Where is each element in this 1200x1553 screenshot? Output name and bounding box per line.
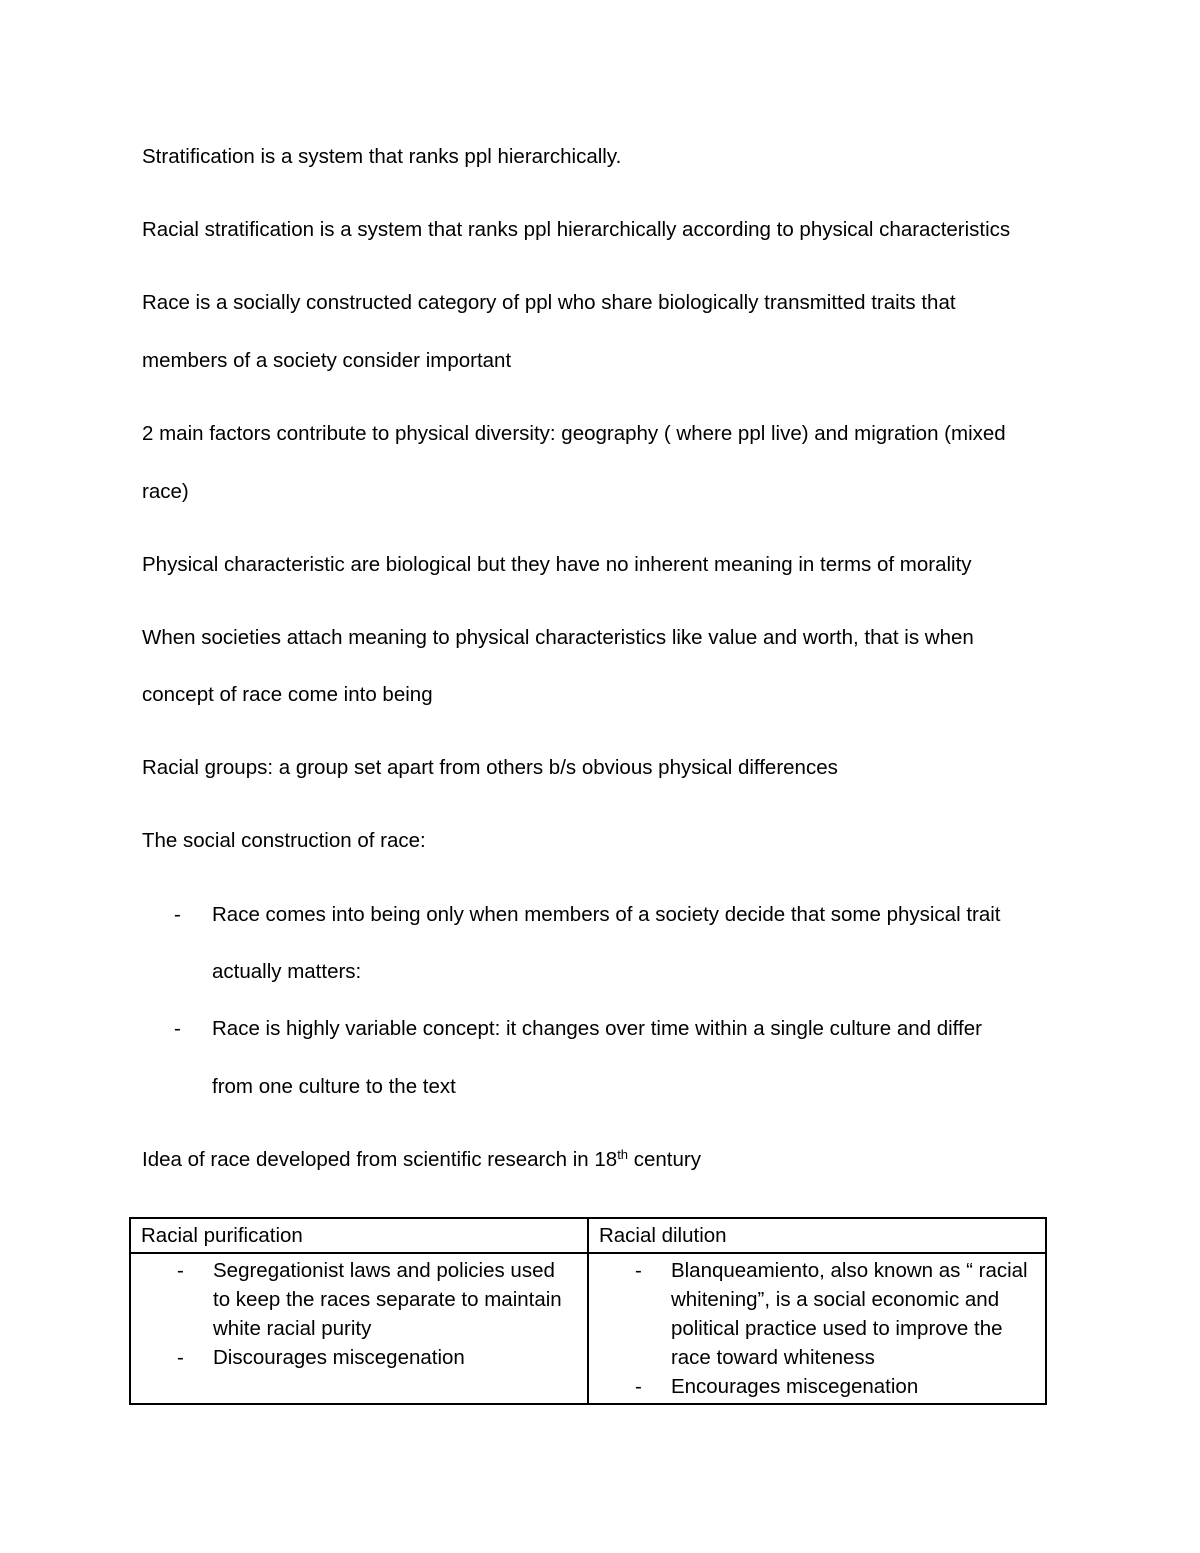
bullet-dash: - bbox=[634, 1375, 642, 1398]
list-item-text: Blanqueamiento, also known as “ racial whitening”, is a social economic and political practice used to improve the race toward whiteness bbox=[670, 1259, 1028, 1369]
dilution-list bbox=[599, 1256, 1035, 1401]
idea-of-race-suffix: century bbox=[628, 1148, 701, 1171]
bullet-dash: - bbox=[177, 1346, 184, 1369]
paragraph-societies-meaning-line1: When societies attach meaning to physical characteristics like value and worth, that is when bbox=[142, 626, 974, 649]
list-item bbox=[599, 1372, 1035, 1401]
table-row bbox=[130, 1253, 1046, 1404]
paragraph-race-definition-line1: Race is a socially constructed category of ppl who share biologically transmitted traits that bbox=[142, 291, 956, 314]
comparison-table bbox=[129, 1217, 1047, 1405]
list-item bbox=[141, 1256, 577, 1343]
paragraph-racial-groups: Racial groups: a group set apart from others b/s obvious physical differences bbox=[142, 756, 838, 779]
list-item-text: Segregationist laws and policies used to keep the races separate to maintain white racial purity bbox=[213, 1259, 562, 1340]
paragraph-societies-meaning-line2: concept of race come into being bbox=[142, 683, 433, 706]
paragraph-physical-diversity-line1: 2 main factors contribute to physical diversity: geography ( where ppl live) and migration (mixed bbox=[142, 422, 1006, 445]
list-item-text: Discourages miscegenation bbox=[213, 1346, 465, 1369]
bullet-dash: - bbox=[174, 1017, 181, 1040]
paragraph-race-definition-line2: members of a society consider important bbox=[142, 349, 512, 372]
paragraph-idea-of-race bbox=[142, 1131, 701, 1189]
cell-racial-purification bbox=[130, 1253, 588, 1404]
header-racial-purification: Racial purification bbox=[130, 1218, 588, 1253]
list-item bbox=[599, 1256, 1035, 1372]
bullet-dash: - bbox=[634, 1259, 642, 1282]
bullet-1-line2: actually matters: bbox=[212, 960, 362, 983]
header-racial-dilution: Racial dilution bbox=[588, 1218, 1046, 1253]
purification-list bbox=[141, 1256, 577, 1372]
paragraph-physical-characteristic: Physical characteristic are biological but they have no inherent meaning in terms of morality bbox=[142, 553, 972, 576]
bullet-1-line1: Race comes into being only when members of a society decide that some physical trait bbox=[212, 903, 1001, 926]
paragraph-stratification: Stratification is a system that ranks ppl hierarchically. bbox=[142, 145, 622, 168]
table-header-row bbox=[130, 1218, 1046, 1253]
bullet-dash: - bbox=[174, 903, 181, 926]
bullet-dash: - bbox=[177, 1259, 184, 1282]
paragraph-racial-stratification: Racial stratification is a system that ranks ppl hierarchically according to physical characteristics bbox=[142, 218, 1011, 241]
list-item bbox=[141, 1343, 577, 1372]
paragraph-physical-diversity-line2: race) bbox=[142, 480, 189, 503]
ordinal-superscript: th bbox=[617, 1147, 629, 1162]
list-item-text: Encourages miscegenation bbox=[670, 1375, 919, 1398]
cell-racial-dilution bbox=[588, 1253, 1046, 1404]
bullet-2-line2: from one culture to the text bbox=[212, 1075, 456, 1098]
bullet-2-line1: Race is highly variable concept: it changes over time within a single culture and differ bbox=[212, 1017, 982, 1040]
idea-of-race-text: Idea of race developed from scientific research in 18 bbox=[142, 1148, 618, 1171]
paragraph-social-construction: The social construction of race: bbox=[142, 829, 426, 852]
